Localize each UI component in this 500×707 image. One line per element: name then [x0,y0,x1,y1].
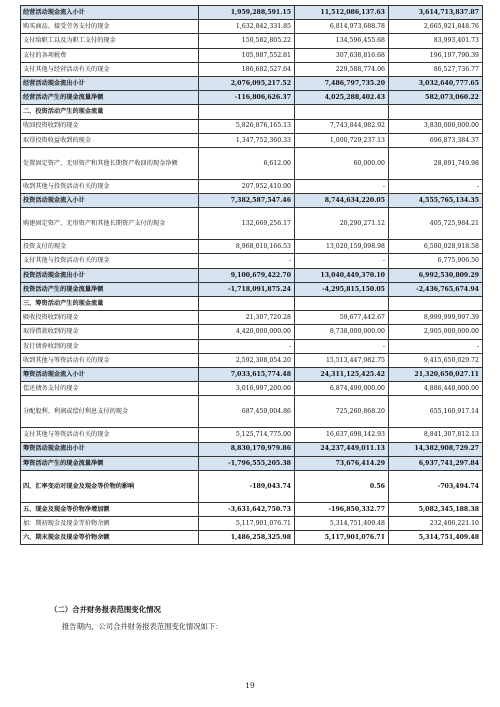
value-cell: 6,814,973,688.78 [295,20,389,34]
cash-flow-table [20,5,483,545]
row-label: 支付其他与投资活动有关的现金 [21,254,199,268]
value-cell: 196,197,790.39 [389,48,483,62]
value-cell: 5,826,876,165.13 [199,119,295,133]
table-row [21,34,483,48]
table-row [21,456,483,470]
value-cell: 21,320,650,027.11 [389,367,483,381]
table-row [21,428,483,442]
value-cell: 4,420,000,000.00 [199,325,295,339]
value-cell: 2,076,095,217.52 [199,76,295,90]
table-row [21,240,483,254]
value-cell: 2,665,921,848.76 [389,20,483,34]
row-label: 收到其他与投资活动有关的现金 [21,179,199,193]
value-cell: 687,459,004.86 [199,396,295,428]
value-cell: 307,638,816.68 [295,48,389,62]
value-cell: 696,873,384.37 [389,133,483,147]
row-label: 取得投资收益收到的现金 [21,133,199,147]
value-cell: 4,886,440,000.00 [389,382,483,396]
value-cell: 73,676,414.29 [295,456,389,470]
value-cell: 150,582,805.22 [199,34,295,48]
value-cell: 6,937,741,297.84 [389,456,483,470]
value-cell: 3,830,000,000.00 [389,119,483,133]
value-cell: 7,382,587,547.46 [199,194,295,208]
table-row [21,353,483,367]
value-cell: 15,513,447,982.75 [295,353,389,367]
value-cell: 229,588,774.06 [295,62,389,76]
value-cell: 1,959,288,591.15 [199,6,295,20]
value-cell: 5,117,901,076.71 [199,517,295,531]
row-label: 购建固定资产、无形资产和其他长期资产支付的现金 [21,208,199,240]
value-cell: 86,527,736.77 [389,62,483,76]
row-label: 投资活动现金流出小计 [21,268,199,282]
value-cell: 1,486,258,325.98 [199,531,295,545]
value-cell: 14,382,908,729.27 [389,442,483,456]
value-cell: 134,596,455.68 [295,34,389,48]
value-cell: 0.56 [295,470,389,502]
value-cell: 7,743,844,982.92 [295,119,389,133]
row-label: 投资支付的现金 [21,240,199,254]
value-cell: 6,580,028,918.58 [389,240,483,254]
value-cell: 21,307,720.28 [199,311,295,325]
value-cell: 5,314,751,409.48 [295,517,389,531]
value-cell: 28,891,749.98 [389,147,483,179]
value-cell: 655,160,917.14 [389,396,483,428]
value-cell: 5,314,751,409.48 [389,531,483,545]
value-cell: 11,512,086,137.63 [295,6,389,20]
value-cell: -196,850,332.77 [295,502,389,516]
table-row [21,105,483,119]
table-row [21,62,483,76]
value-cell: 207,952,410.00 [199,179,295,193]
table-row [21,20,483,34]
row-label: 购买商品、接受劳务支付的现金 [21,20,199,34]
after-table-section [20,603,482,632]
value-cell: 232,406,221.10 [389,517,483,531]
value-cell: 83,993,401.73 [389,34,483,48]
row-label: 投资活动现金流入小计 [21,194,199,208]
table-row [21,382,483,396]
table-row [21,367,483,381]
value-cell: 582,073,060.22 [389,91,483,105]
row-label: 加：期初现金及现金等价物余额 [21,517,199,531]
row-label: 取得借款收到的现金 [21,325,199,339]
table-row [21,470,483,502]
value-cell [389,105,483,119]
value-cell: 1,632,842,331.85 [199,20,295,34]
table-row [21,531,483,545]
value-cell: 7,033,615,774.48 [199,367,295,381]
value-cell: 8,841,307,812.13 [389,428,483,442]
value-cell [295,105,389,119]
value-cell: 3,016,997,200.00 [199,382,295,396]
row-label: 经营活动产生的现金流量净额 [21,91,199,105]
value-cell: 3,032,640,777.65 [389,76,483,90]
value-cell: 6,775,906.50 [389,254,483,268]
value-cell: 7,486,797,735.20 [295,76,389,90]
table-row [21,442,483,456]
page-number: 19 [245,681,255,690]
row-label: 收回投资收到的现金 [21,119,199,133]
value-cell: 5,082,345,188.38 [389,502,483,516]
table-row [21,396,483,428]
row-label: 筹资活动现金流出小计 [21,442,199,456]
section-heading: （二）合并财务报表范围变化情况 [50,605,161,614]
table-row [21,254,483,268]
value-cell: - [389,179,483,193]
row-label: 处置固定资产、无形资产和其他长期资产收回的现金净额 [21,147,199,179]
row-label: 吸收投资收到的现金 [21,311,199,325]
value-cell: 6,612.00 [199,147,295,179]
value-cell: - [295,254,389,268]
row-label: 偿还债务支付的现金 [21,382,199,396]
row-label: 筹资活动现金流入小计 [21,367,199,381]
value-cell: 16,637,698,142.93 [295,428,389,442]
table-row [21,268,483,282]
value-cell [199,297,295,311]
value-cell [389,297,483,311]
row-label: 支付给职工以及为职工支付的现金 [21,34,199,48]
value-cell: 6,874,490,000.00 [295,382,389,396]
value-cell: 4,555,765,134.35 [389,194,483,208]
value-cell: 2,592,308,054.20 [199,353,295,367]
row-label: 支付其他与经营活动有关的现金 [21,62,199,76]
value-cell: 105,987,552.81 [199,48,295,62]
value-cell: 5,117,901,076.71 [295,531,389,545]
row-label: 经营活动现金流入小计 [21,6,199,20]
value-cell: -4,295,815,150.05 [295,282,389,296]
value-cell: -3,631,642,750.73 [199,502,295,516]
table-row [21,502,483,516]
value-cell: 405,725,984.21 [389,208,483,240]
value-cell: 9,100,679,422.70 [199,268,295,282]
section-text: 报告期内，公司合并财务报表范围变化情况如下： [62,622,223,631]
value-cell: -703,494.74 [389,470,483,502]
value-cell: 132,669,256.17 [199,208,295,240]
value-cell: 5,125,714,775.00 [199,428,295,442]
value-cell: 8,968,010,166.53 [199,240,295,254]
value-cell: 24,311,125,425.42 [295,367,389,381]
row-label: 二、投资活动产生的现金流量 [21,105,199,119]
value-cell: 24,237,449,011.13 [295,442,389,456]
table-row [21,48,483,62]
row-label: 五、现金及现金等价物净增加额 [21,502,199,516]
cash-flow-table-container [20,5,482,545]
value-cell: 4,025,288,402.43 [295,91,389,105]
value-cell [199,105,295,119]
value-cell: - [199,339,295,353]
table-row [21,133,483,147]
row-label: 筹资活动产生的现金流量净额 [21,456,199,470]
value-cell: -1,718,091,875.24 [199,282,295,296]
row-label: 六、期末现金及现金等价物余额 [21,531,199,545]
table-row [21,194,483,208]
value-cell: - [295,179,389,193]
value-cell: 8,999,999,997.39 [389,311,483,325]
value-cell: 6,992,530,809.29 [389,268,483,282]
row-label: 收到其他与筹资活动有关的现金 [21,353,199,367]
row-label: 四、汇率变动对现金及现金等价物的影响 [21,470,199,502]
row-label: 发行债券收到的现金 [21,339,199,353]
value-cell: 8,830,170,979.86 [199,442,295,456]
value-cell: 725,260,868.20 [295,396,389,428]
table-row [21,339,483,353]
value-cell: - [199,254,295,268]
value-cell: -116,806,626.37 [199,91,295,105]
table-row [21,147,483,179]
value-cell: 13,020,159,098.98 [295,240,389,254]
table-row [21,208,483,240]
value-cell: 13,040,449,370.10 [295,268,389,282]
table-row [21,311,483,325]
row-label: 支付其他与筹资活动有关的现金 [21,428,199,442]
value-cell: 1,000,729,237.13 [295,133,389,147]
table-row [21,76,483,90]
table-row [21,325,483,339]
value-cell: 1,347,752,360.33 [199,133,295,147]
row-label: 分配股利、利润或偿付利息支付的现金 [21,396,199,428]
cash-flow-table-body [21,6,483,545]
value-cell: 8,738,000,000.00 [295,325,389,339]
value-cell: 20,290,271.12 [295,208,389,240]
value-cell: -1,796,555,205.38 [199,456,295,470]
table-row [21,179,483,193]
value-cell: 59,677,442.67 [295,311,389,325]
value-cell: 186,682,527.64 [199,62,295,76]
value-cell: -189,043.74 [199,470,295,502]
value-cell: 60,000.00 [295,147,389,179]
table-row [21,119,483,133]
value-cell [295,297,389,311]
table-row [21,297,483,311]
value-cell: 3,614,713,837.87 [389,6,483,20]
table-row [21,282,483,296]
row-label: 投资活动产生的现金流量净额 [21,282,199,296]
value-cell: 2,905,000,000.00 [389,325,483,339]
value-cell: - [295,339,389,353]
value-cell: 8,744,634,220.05 [295,194,389,208]
table-row [21,91,483,105]
row-label: 三、筹资活动产生的现金流量 [21,297,199,311]
value-cell: - [389,339,483,353]
value-cell: -2,436,765,674.94 [389,282,483,296]
table-row [21,517,483,531]
value-cell: 9,415,650,029.72 [389,353,483,367]
row-label: 支付的各项税费 [21,48,199,62]
table-row [21,6,483,20]
row-label: 经营活动现金流出小计 [21,76,199,90]
